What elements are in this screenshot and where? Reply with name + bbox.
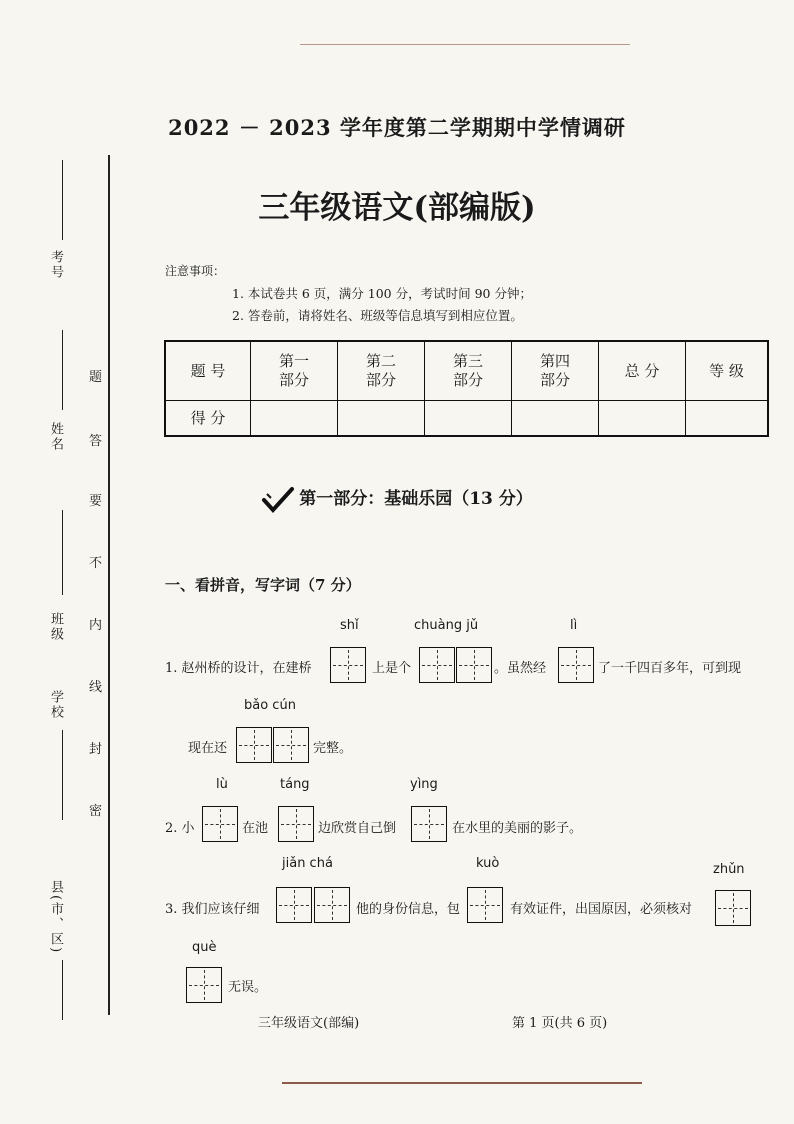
check-icon bbox=[261, 486, 295, 514]
sidebar-fill-line bbox=[62, 330, 63, 410]
table-header-cell bbox=[512, 341, 599, 401]
question-text: 有效证件，出国原因，必须核对 bbox=[510, 902, 693, 917]
sidebar-label-school: 学校 bbox=[48, 690, 63, 720]
note-item: 2. 答卷前，请将姓名、班级等信息填写到相应位置。 bbox=[232, 308, 523, 323]
table-header-cell bbox=[338, 341, 425, 401]
question-text: 。虽然经 bbox=[494, 661, 547, 676]
char-box[interactable] bbox=[456, 647, 492, 683]
question-text: 现在还 bbox=[188, 741, 228, 756]
char-box[interactable] bbox=[467, 887, 503, 923]
char-box[interactable] bbox=[186, 967, 222, 1003]
sidebar-fill-line bbox=[62, 730, 63, 820]
table-header-cell bbox=[251, 341, 338, 401]
seal-char: 线 bbox=[89, 680, 103, 695]
question-text: 上是个 bbox=[372, 661, 412, 676]
pinyin-label: zhǔn bbox=[713, 862, 745, 877]
pinyin-label: què bbox=[192, 940, 217, 955]
char-box[interactable] bbox=[202, 806, 238, 842]
exam-subtitle: 三年级语文(部编版) bbox=[258, 190, 536, 226]
score-cell[interactable] bbox=[686, 401, 769, 437]
seal-char: 题 bbox=[89, 370, 103, 385]
char-box[interactable] bbox=[419, 647, 455, 683]
pinyin-label: chuàng jǔ bbox=[414, 618, 479, 633]
seal-char: 不 bbox=[89, 556, 103, 571]
sidebar-label-exam-number: 考号 bbox=[48, 250, 63, 280]
sidebar-label-county: 县(市、区) bbox=[48, 880, 63, 955]
question-text: 3. 我们应该仔细 bbox=[165, 902, 260, 917]
exam-title: 2022 － 2023 学年度第二学期期中学情调研 bbox=[168, 115, 626, 140]
score-table bbox=[164, 340, 769, 437]
question-text: 了一千四百多年，可到现 bbox=[598, 661, 742, 676]
question-text: 边欣赏自己倒 bbox=[318, 821, 397, 836]
table-row-label bbox=[165, 401, 251, 437]
score-table-header-row bbox=[165, 341, 768, 401]
char-box[interactable] bbox=[276, 887, 312, 923]
question-text: 在池 bbox=[242, 821, 269, 836]
cell-text: 题 号 bbox=[190, 361, 226, 380]
pinyin-label: jiǎn chá bbox=[282, 856, 333, 871]
table-header-cell bbox=[425, 341, 512, 401]
footer-page-number: 第 1 页(共 6 页) bbox=[512, 1016, 608, 1031]
footer-subject: 三年级语文(部编) bbox=[258, 1016, 360, 1031]
char-box[interactable] bbox=[314, 887, 350, 923]
char-box[interactable] bbox=[273, 727, 309, 763]
seal-char: 内 bbox=[89, 618, 103, 633]
char-box[interactable] bbox=[236, 727, 272, 763]
char-box[interactable] bbox=[715, 890, 751, 926]
notes-heading: 注意事项： bbox=[165, 264, 226, 278]
question-text: 他的身份信息，包 bbox=[356, 902, 461, 917]
pinyin-label: bǎo cún bbox=[244, 698, 296, 713]
section-heading bbox=[0, 484, 794, 514]
seal-char: 答 bbox=[89, 434, 103, 449]
score-cell[interactable] bbox=[599, 401, 686, 437]
question-text: 无误。 bbox=[228, 980, 268, 995]
pinyin-label: lù bbox=[216, 777, 228, 792]
cell-text: 第三 部分 bbox=[452, 352, 483, 389]
score-cell[interactable] bbox=[512, 401, 599, 437]
sidebar-label-name: 姓名 bbox=[48, 422, 63, 452]
question-text: 完整。 bbox=[313, 741, 353, 756]
char-box[interactable] bbox=[558, 647, 594, 683]
sidebar-fill-line bbox=[62, 960, 63, 1020]
question-text: 2. 小 bbox=[165, 821, 195, 836]
seal-char: 封 bbox=[89, 742, 103, 757]
cell-text: 第一 部分 bbox=[278, 352, 309, 389]
char-box[interactable] bbox=[411, 806, 447, 842]
score-cell[interactable] bbox=[425, 401, 512, 437]
cell-text: 第二 部分 bbox=[365, 352, 396, 389]
pinyin-label: kuò bbox=[476, 856, 500, 871]
sidebar-fill-line bbox=[62, 510, 63, 595]
sidebar-label-class: 班级 bbox=[48, 612, 63, 642]
table-header-cell bbox=[599, 341, 686, 401]
seal-char: 要 bbox=[89, 494, 103, 509]
seal-char: 密 bbox=[89, 804, 103, 819]
pinyin-label: shǐ bbox=[340, 618, 359, 633]
char-box[interactable] bbox=[278, 806, 314, 842]
table-header-cell bbox=[686, 341, 769, 401]
cell-text: 得 分 bbox=[190, 408, 226, 427]
question-text: 1. 赵州桥的设计，在建桥 bbox=[165, 661, 312, 676]
score-table-score-row bbox=[165, 401, 768, 437]
pinyin-label: lì bbox=[570, 618, 578, 633]
table-header-cell bbox=[165, 341, 251, 401]
sidebar-border-line bbox=[108, 155, 110, 1015]
char-box[interactable] bbox=[330, 647, 366, 683]
score-cell[interactable] bbox=[251, 401, 338, 437]
score-cell[interactable] bbox=[338, 401, 425, 437]
cell-text: 总 分 bbox=[624, 361, 660, 380]
question-text: 在水里的美丽的影子。 bbox=[452, 821, 583, 836]
question-heading: 一、看拼音，写字词（7 分） bbox=[165, 576, 361, 594]
cell-text: 等 级 bbox=[709, 361, 744, 380]
cell-text: 第四 部分 bbox=[539, 352, 570, 389]
bottom-rule bbox=[282, 1082, 642, 1084]
note-item: 1. 本试卷共 6 页，满分 100 分，考试时间 90 分钟； bbox=[232, 286, 532, 301]
section-title: 第一部分：基础乐园（13 分） bbox=[299, 489, 533, 509]
pinyin-label: táng bbox=[280, 777, 310, 792]
pinyin-label: yìng bbox=[410, 777, 438, 792]
top-rule bbox=[300, 44, 630, 45]
